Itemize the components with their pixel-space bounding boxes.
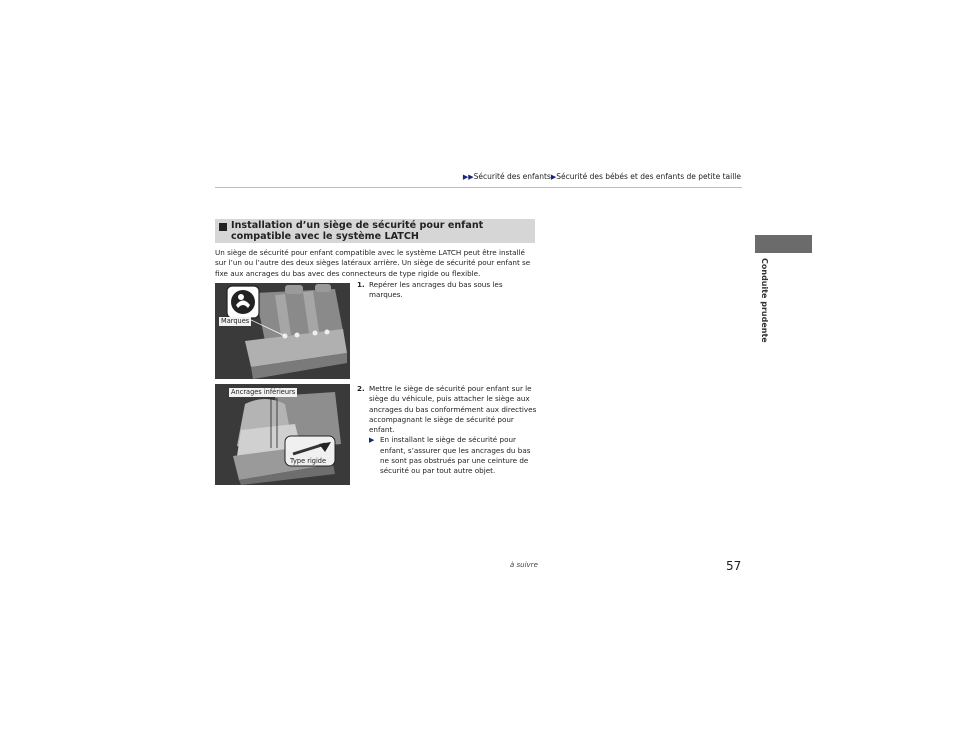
step-2: [357, 384, 537, 477]
note-text: En installant le siège de sécurité pour enfant, s’assurer que les ancrages du bas ne sont pas obstrués par une ceinture de sécurité ou par tout autre objet.: [380, 435, 531, 476]
seat-illustration: [215, 283, 350, 379]
page-number: 57: [726, 559, 742, 573]
intro-paragraph: Un siège de sécurité pour enfant compatible avec le système LATCH peut être installé sur l’un ou l’autre des deux sièges latéraux arrière. Un siège de sécurité pour enfant se fixe aux ancrages du bas avec des connecteurs de type rigide ou flexible.: [215, 248, 531, 278]
continued-indicator: à suivre: [510, 561, 538, 569]
breadcrumb-arrow-icon: ▶▶: [462, 173, 474, 181]
section-title: Installation d’un siège de sécurité pour enfant compatible avec le système LATCH: [231, 220, 484, 242]
label-type-rigide: Type rigide: [290, 457, 327, 465]
child-seat-illustration: [215, 384, 350, 485]
chapter-label: Conduite prudente: [760, 258, 769, 343]
breadcrumb-item-securite-enfants[interactable]: Sécurité des enfants: [473, 172, 551, 181]
label-marques: Marques: [221, 317, 250, 325]
figure-seat-markings: [215, 283, 350, 379]
breadcrumb: [463, 172, 741, 181]
step-number: 1.: [357, 280, 365, 289]
section-heading: [215, 219, 535, 243]
step-note: [369, 435, 537, 476]
label-ancrages-inferieurs: Ancrages inférieurs: [231, 388, 296, 396]
chapter-tab: [755, 235, 812, 253]
note-arrow-icon: ▶: [369, 436, 375, 445]
header-divider: [215, 187, 742, 188]
square-bullet-icon: [219, 223, 227, 231]
breadcrumb-separator-icon: ▶: [550, 173, 557, 181]
step-number: 2.: [357, 384, 365, 393]
breadcrumb-item-bebes-enfants[interactable]: Sécurité des bébés et des enfants de petite taille: [556, 172, 741, 181]
step-text: Repérer les ancrages du bas sous les marques.: [369, 280, 503, 300]
figure-lower-anchors: [215, 384, 350, 485]
step-text: Mettre le siège de sécurité pour enfant sur le siège du véhicule, puis attacher le siège aux ancrages du bas conformément aux directives accompagnant le siège de sécurité pour enfant.: [369, 384, 537, 435]
step-1: [357, 280, 537, 301]
